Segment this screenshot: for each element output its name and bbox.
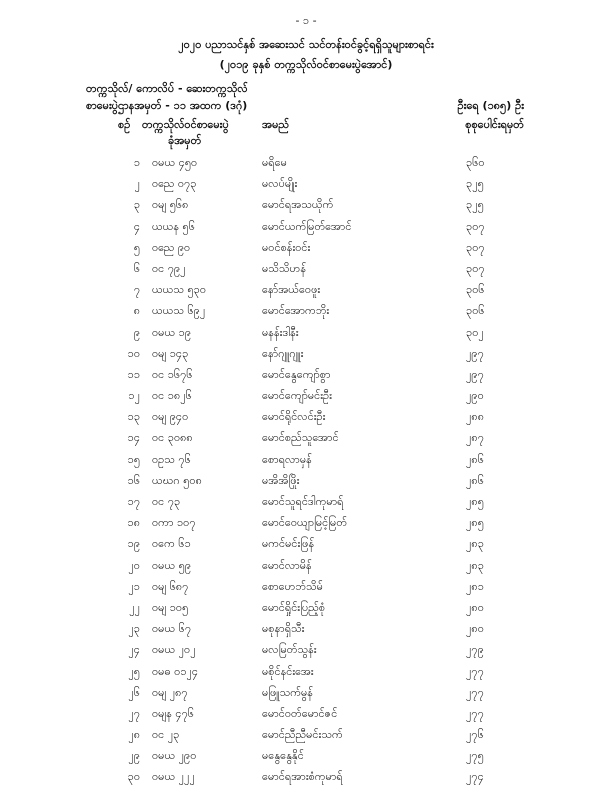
row-serial-no: ၂၀: [128, 558, 140, 572]
document-subtitle: (၂၀၁၉ ခုနှစ် တက္ကသိုလ်ဝင်စာမေးပွဲအောင်): [219, 58, 393, 71]
row-serial-no: ၉: [133, 325, 140, 339]
table-row: [0, 453, 612, 474]
table-row: [0, 686, 612, 707]
row-roll-number: ဝင ၂၃: [152, 728, 180, 742]
row-roll-number: ဝညေ ၀၇၃: [152, 177, 197, 191]
row-name: မောင်ကျော်မင်းဦး: [262, 389, 332, 403]
row-roll-number: ဝမဓ ၀၁၂၄: [152, 664, 199, 678]
row-serial-no: ၂၉: [128, 749, 140, 763]
row-name: မောင်နွေကျော်စွာ: [262, 367, 331, 381]
row-roll-number: ဝင ၃၀၈၈: [152, 431, 193, 445]
row-marks: ၂၇၇: [466, 706, 484, 720]
row-marks: ၃၀၇: [466, 240, 485, 254]
row-roll-number: ဝကာ ၁၀၇: [152, 516, 196, 530]
row-name: မသိသိဟန်: [262, 261, 307, 275]
row-serial-no: ၄: [133, 219, 140, 233]
row-marks: ၂၈၀: [466, 622, 484, 636]
row-marks: ၂၈၅: [466, 495, 484, 508]
row-name: စောဟေဘ်သိမ်: [262, 579, 323, 593]
row-serial-no: ၁၉: [127, 537, 140, 551]
table-row: [0, 665, 612, 686]
header-roll-number: တက္ကသိုလ်ဝင်စာမေးပွဲ: [142, 118, 229, 131]
table-row: [0, 262, 612, 283]
row-marks: ၂၇၆: [466, 728, 484, 742]
row-name: နော်ဂျူဂျူး: [262, 346, 304, 360]
row-marks: ၂၇၄: [466, 770, 484, 784]
row-marks: ၃၀၇: [466, 261, 485, 275]
row-roll-number: ဝမယ ၅၉: [152, 558, 192, 572]
row-serial-no: ၃: [133, 198, 140, 212]
row-name: မောင်စည်သူအောင်: [262, 431, 339, 445]
row-name: မနွေနွေနိုင်: [262, 749, 304, 763]
row-name: မောင်ယက်မြတ်အောင်: [262, 219, 352, 233]
row-marks: ၂၈၆: [466, 473, 484, 487]
row-name: မဝင်စန်းဝင်း: [262, 240, 311, 254]
row-serial-no: ၁၈: [127, 516, 140, 530]
row-serial-no: ၂၂: [129, 600, 140, 614]
table-row: [0, 304, 612, 325]
row-name: မောင်ရိုင်လင်းဦး: [262, 410, 326, 424]
row-roll-number: ဝမယ ၄၅၀: [152, 156, 198, 169]
row-marks: ၂၈၃: [466, 558, 484, 572]
row-serial-no: ၁၁: [127, 367, 140, 381]
row-roll-number: ယယန ၅၆: [152, 219, 195, 233]
row-serial-no: ၆: [133, 261, 140, 275]
table-row: [0, 601, 612, 622]
header-serial-no: စဉ်: [118, 118, 131, 131]
row-roll-number: ဝမျ ၁၄၃: [152, 346, 189, 360]
row-serial-no: ၈: [133, 304, 140, 318]
table-row: [0, 177, 612, 198]
row-serial-no: ၅: [133, 240, 140, 254]
row-roll-number: ဝင ၇၉၂: [152, 261, 186, 275]
row-serial-no: ၁၄: [127, 431, 140, 445]
row-roll-number: ဝကေ ၆၁: [152, 537, 191, 551]
row-roll-number: ဝမျ ၉၄၀: [152, 410, 189, 424]
row-marks: ၂၈၆: [466, 452, 484, 466]
row-roll-number: ဝင ၇၃: [152, 495, 181, 508]
row-marks: ၂၈၅: [466, 516, 484, 530]
row-name: မောင်ဝေယျာမြင့်မြတ်: [262, 516, 348, 530]
table-row: [0, 220, 612, 241]
total-count: ဦးရေ (၁၈၅) ဦး: [457, 99, 524, 112]
row-serial-no: ၂၇: [128, 706, 140, 720]
row-marks: ၂၉၇: [466, 367, 484, 381]
header-roll-number-line2: ခုံအမှတ်: [168, 134, 202, 147]
row-marks: ၂၇၉: [466, 643, 484, 657]
row-serial-no: ၂၅: [128, 664, 140, 678]
row-roll-number: ဝမျ ၅၆၈: [152, 198, 189, 212]
row-name: မောင်သူရင်ဒါကုမာရ်: [262, 495, 344, 508]
page-number: - ၁ -: [295, 14, 317, 27]
row-name: မနန်းဒါနီး: [262, 325, 299, 339]
row-name: မောင်ရအားစံကုမာရ်: [262, 770, 343, 784]
row-roll-number: ဝမယ ၆၇: [152, 622, 192, 636]
row-name: မလမြတ်သွန်း: [262, 643, 317, 657]
table-row: [0, 749, 612, 770]
row-marks: ၂၉၀: [466, 389, 484, 403]
table-row: [0, 495, 612, 516]
row-roll-number: ဝမယ ၂၂၂: [152, 770, 195, 784]
table-row: [0, 326, 612, 347]
table-row: [0, 474, 612, 495]
row-roll-number: ဝမယ ၁၉: [152, 325, 192, 339]
row-serial-no: ၇: [133, 283, 140, 297]
row-serial-no: ၁: [133, 156, 140, 169]
header-total-marks: စုစုပေါင်းရမှတ်: [465, 118, 524, 131]
row-name: မောင်ရအသယိုက်: [262, 198, 334, 212]
row-marks: ၂၈၈: [466, 410, 484, 424]
row-roll-number: ဝမျန ၄၇၆: [152, 706, 194, 720]
row-marks: ၂၈၀: [466, 600, 484, 614]
table-row: [0, 347, 612, 368]
row-serial-no: ၂၆: [128, 685, 140, 699]
row-marks: ၃၀၆: [466, 304, 485, 318]
row-marks: ၂၈၁: [466, 579, 484, 593]
row-name: မောင်အောကဘိုး: [262, 304, 330, 318]
row-marks: ၃၀၇: [466, 219, 485, 233]
row-name: မစိုင်နင်းအေး: [262, 664, 314, 678]
row-marks: ၂၇၅: [466, 749, 484, 763]
table-row: [0, 622, 612, 643]
row-name: နော်အယ်ဝေဖူး: [262, 283, 321, 297]
row-name: မရိမေ: [262, 156, 287, 169]
row-roll-number: ယယသ ၆၉၂: [152, 304, 206, 318]
row-roll-number: ဝမျ ၆၈၇: [152, 579, 189, 593]
row-name: မကင်မင်းဖြန်: [262, 537, 315, 551]
row-serial-no: ၃၀: [127, 770, 140, 784]
row-name: မောင်ညီညီမင်းသက်: [262, 728, 343, 742]
table-row: [0, 707, 612, 728]
row-name: မအိအိဖြိုး: [262, 473, 300, 487]
row-roll-number: ဝင ၁၈၂၆: [152, 389, 192, 403]
row-roll-number: ဝဥသ ၇၆: [152, 452, 191, 466]
table-row: [0, 368, 612, 389]
row-name: စောရလာမှန်: [262, 452, 312, 466]
row-name: မစုနာရှိသီး: [262, 622, 305, 636]
table-row: [0, 537, 612, 558]
row-roll-number: ဝမယ ၂၀၂: [152, 643, 196, 657]
table-row: [0, 241, 612, 262]
row-serial-no: ၁၀: [127, 346, 140, 360]
row-serial-no: ၂: [134, 177, 140, 191]
results-table: [0, 156, 612, 792]
row-roll-number: ယယသ ၅၃၀: [152, 283, 207, 297]
row-roll-number: ဝညေ ၉၀: [152, 240, 191, 254]
row-serial-no: ၁၂: [128, 389, 140, 403]
table-row: [0, 283, 612, 304]
university-line: တက္ကသိုလ်/ ကောလိပ် - ဆေးတက္ကသိုလ်: [86, 82, 248, 95]
row-marks: ၂၈၃: [466, 537, 484, 551]
row-marks: ၃၀၂: [466, 325, 484, 339]
row-name: မောင်ဝတ်မောင်ဇင်: [262, 706, 338, 720]
table-row: [0, 198, 612, 219]
row-serial-no: ၁၆: [127, 473, 140, 487]
table-row: [0, 431, 612, 452]
row-roll-number: ဝမယ ၂၉၀: [152, 749, 197, 763]
table-row: [0, 516, 612, 537]
row-name: မောင်ရှိုင်းပြည့်စုံ: [262, 600, 326, 614]
table-row: [0, 389, 612, 410]
header-name: အမည်: [262, 118, 290, 131]
exam-center-line: စာမေးပွဲဌာနအမှတ် - ၁၁ အထက (ဒဂုံ): [86, 99, 248, 112]
row-roll-number: ဝမျ ၁၀၅: [152, 600, 189, 614]
row-serial-no: ၂၈: [128, 728, 140, 742]
table-row: [0, 410, 612, 431]
row-serial-no: ၁၅: [127, 452, 140, 466]
row-marks: ၃၆၀: [466, 156, 485, 169]
row-marks: ၃၀၆: [466, 283, 485, 297]
row-roll-number: ယဃဂ ၅၀၈: [152, 473, 202, 487]
row-serial-no: ၁၇: [127, 495, 140, 508]
row-marks: ၂၈၇: [466, 431, 484, 445]
row-name: မဖြူသက်မွန်: [262, 685, 313, 699]
document-title: ၂၀၂၀ ပညာသင်နှစ် အဆေးသင် သင်တန်းဝင်ခွင့်ရရှိသူများစာရင်း: [178, 38, 434, 51]
table-row: [0, 770, 612, 791]
row-serial-no: ၂၁: [128, 579, 140, 593]
table-row: [0, 728, 612, 749]
row-serial-no: ၂၄: [128, 643, 140, 657]
row-marks: ၂၇၇: [466, 664, 484, 678]
row-name: မလပ်မျိုး: [262, 177, 298, 191]
row-marks: ၃၂၅: [466, 177, 484, 191]
row-roll-number: ဝင ၁၆၇၆: [152, 367, 193, 381]
row-serial-no: ၁၃: [127, 410, 140, 424]
row-marks: ၃၂၅: [466, 198, 484, 212]
row-serial-no: ၂၃: [128, 622, 140, 636]
row-marks: ၂၇၇: [466, 685, 484, 699]
table-row: [0, 643, 612, 664]
table-row: [0, 559, 612, 580]
row-name: မောင်လာမိန်: [262, 558, 312, 572]
row-marks: ၂၉၇: [466, 346, 484, 360]
row-roll-number: ဝမျ ၂၈၇: [152, 685, 188, 699]
table-row: [0, 156, 612, 177]
table-row: [0, 580, 612, 601]
